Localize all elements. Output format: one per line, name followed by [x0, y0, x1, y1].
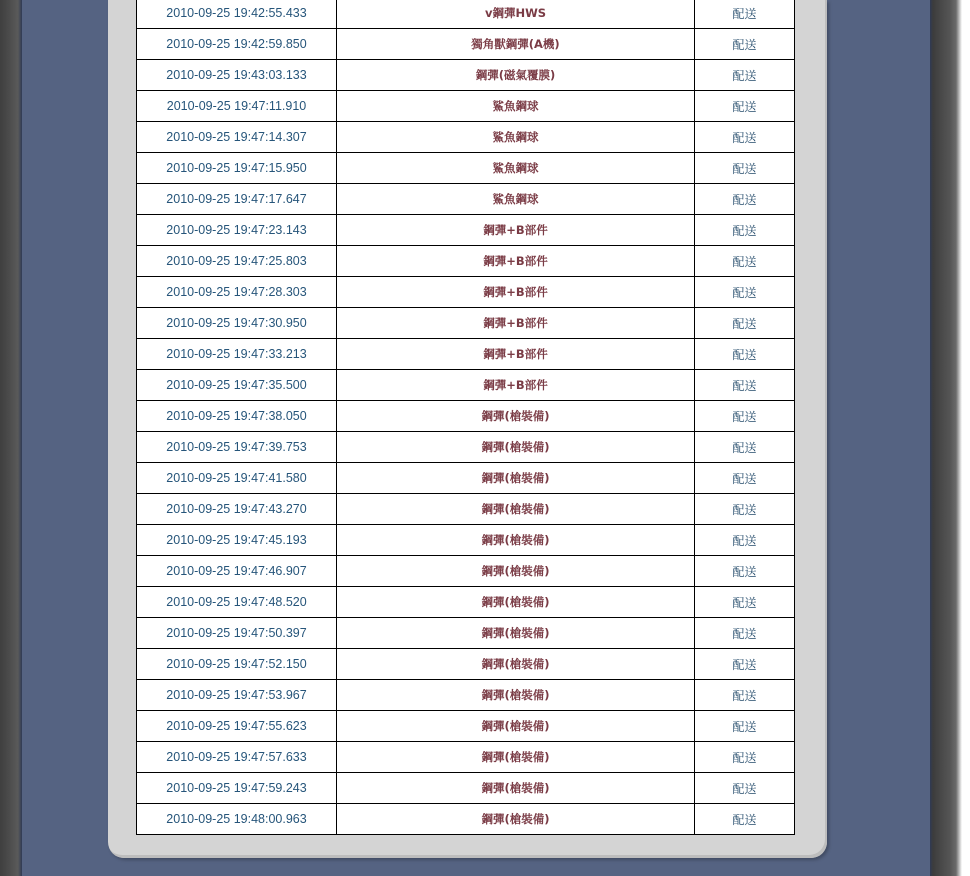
action-cell — [695, 525, 795, 556]
timestamp-cell: 2010-09-25 19:47:50.397 — [137, 618, 337, 649]
table-row — [137, 773, 795, 804]
action-cell — [695, 277, 795, 308]
table-row — [137, 711, 795, 742]
item-name-cell: 鋼彈+B部件 — [337, 277, 695, 308]
deliver-link[interactable]: 配送 — [732, 564, 757, 579]
table-row — [137, 742, 795, 773]
deliver-link[interactable]: 配送 — [732, 471, 757, 486]
timestamp-cell: 2010-09-25 19:47:41.580 — [137, 463, 337, 494]
item-name-cell: 鋼彈(槍裝備) — [337, 618, 695, 649]
deliver-link[interactable]: 配送 — [732, 719, 757, 734]
deliver-link[interactable]: 配送 — [732, 688, 757, 703]
deliver-link[interactable]: 配送 — [732, 316, 757, 331]
item-name-cell: 鋼彈+B部件 — [337, 246, 695, 277]
timestamp-cell: 2010-09-25 19:43:03.133 — [137, 60, 337, 91]
timestamp-cell: 2010-09-25 19:47:23.143 — [137, 215, 337, 246]
action-cell — [695, 184, 795, 215]
table-row — [137, 0, 795, 29]
item-name-cell: 鯊魚鋼球 — [337, 184, 695, 215]
timestamp-cell: 2010-09-25 19:47:15.950 — [137, 153, 337, 184]
deliver-link[interactable]: 配送 — [732, 502, 757, 517]
item-name-cell: 鋼彈(磁氣覆膜) — [337, 60, 695, 91]
item-name-cell: 鋼彈(槍裝備) — [337, 494, 695, 525]
left-frame — [0, 0, 22, 876]
timestamp-cell: 2010-09-25 19:47:30.950 — [137, 308, 337, 339]
action-cell — [695, 649, 795, 680]
action-cell — [695, 680, 795, 711]
item-name-cell: 鯊魚鋼球 — [337, 122, 695, 153]
table-row — [137, 680, 795, 711]
timestamp-cell: 2010-09-25 19:47:45.193 — [137, 525, 337, 556]
timestamp-cell: 2010-09-25 19:47:25.803 — [137, 246, 337, 277]
deliver-link[interactable]: 配送 — [732, 409, 757, 424]
item-name-cell: 鋼彈+B部件 — [337, 339, 695, 370]
action-cell — [695, 339, 795, 370]
item-name-cell: 鋼彈(槍裝備) — [337, 463, 695, 494]
timestamp-cell: 2010-09-25 19:47:17.647 — [137, 184, 337, 215]
action-cell — [695, 215, 795, 246]
item-name-cell: 鋼彈+B部件 — [337, 370, 695, 401]
item-name-cell: 鯊魚鋼球 — [337, 91, 695, 122]
deliver-link[interactable]: 配送 — [732, 595, 757, 610]
deliver-link[interactable]: 配送 — [732, 6, 757, 21]
action-cell — [695, 308, 795, 339]
action-cell — [695, 370, 795, 401]
deliver-link[interactable]: 配送 — [732, 812, 757, 827]
delivery-log-body — [137, 0, 795, 835]
timestamp-cell: 2010-09-25 19:47:59.243 — [137, 773, 337, 804]
timestamp-cell: 2010-09-25 19:47:39.753 — [137, 432, 337, 463]
action-cell — [695, 122, 795, 153]
action-cell — [695, 432, 795, 463]
timestamp-cell: 2010-09-25 19:47:43.270 — [137, 494, 337, 525]
table-row — [137, 122, 795, 153]
table-row — [137, 91, 795, 122]
timestamp-cell: 2010-09-25 19:47:28.303 — [137, 277, 337, 308]
table-row — [137, 463, 795, 494]
item-name-cell: 獨角獸鋼彈(A機) — [337, 29, 695, 60]
table-row — [137, 246, 795, 277]
action-cell — [695, 153, 795, 184]
deliver-link[interactable]: 配送 — [732, 130, 757, 145]
item-name-cell: 鋼彈(槍裝備) — [337, 773, 695, 804]
action-cell — [695, 711, 795, 742]
action-cell — [695, 742, 795, 773]
deliver-link[interactable]: 配送 — [732, 68, 757, 83]
right-frame — [930, 0, 970, 876]
deliver-link[interactable]: 配送 — [732, 285, 757, 300]
table-row — [137, 277, 795, 308]
timestamp-cell: 2010-09-25 19:47:38.050 — [137, 401, 337, 432]
item-name-cell: 鋼彈(槍裝備) — [337, 649, 695, 680]
deliver-link[interactable]: 配送 — [732, 781, 757, 796]
item-name-cell: 鋼彈(槍裝備) — [337, 680, 695, 711]
action-cell — [695, 587, 795, 618]
deliver-link[interactable]: 配送 — [732, 37, 757, 52]
table-row — [137, 401, 795, 432]
deliver-link[interactable]: 配送 — [732, 657, 757, 672]
item-name-cell: 鋼彈(槍裝備) — [337, 556, 695, 587]
deliver-link[interactable]: 配送 — [732, 626, 757, 641]
deliver-link[interactable]: 配送 — [732, 440, 757, 455]
item-name-cell: 鋼彈+B部件 — [337, 215, 695, 246]
timestamp-cell: 2010-09-25 19:47:35.500 — [137, 370, 337, 401]
table-row — [137, 215, 795, 246]
timestamp-cell: 2010-09-25 19:42:59.850 — [137, 29, 337, 60]
item-name-cell: 鋼彈(槍裝備) — [337, 432, 695, 463]
timestamp-cell: 2010-09-25 19:47:48.520 — [137, 587, 337, 618]
timestamp-cell: 2010-09-25 19:47:57.633 — [137, 742, 337, 773]
table-row — [137, 587, 795, 618]
deliver-link[interactable]: 配送 — [732, 347, 757, 362]
timestamp-cell: 2010-09-25 19:47:53.967 — [137, 680, 337, 711]
table-row — [137, 308, 795, 339]
deliver-link[interactable]: 配送 — [732, 533, 757, 548]
table-row — [137, 184, 795, 215]
action-cell — [695, 29, 795, 60]
action-cell — [695, 60, 795, 91]
action-cell — [695, 618, 795, 649]
timestamp-cell: 2010-09-25 19:42:55.433 — [137, 0, 337, 29]
table-row — [137, 370, 795, 401]
action-cell — [695, 556, 795, 587]
table-row — [137, 29, 795, 60]
item-name-cell: 鋼彈+B部件 — [337, 308, 695, 339]
action-cell — [695, 804, 795, 835]
timestamp-cell: 2010-09-25 19:47:33.213 — [137, 339, 337, 370]
table-row — [137, 339, 795, 370]
item-name-cell: v鋼彈HWS — [337, 0, 695, 29]
timestamp-cell: 2010-09-25 19:48:00.963 — [137, 804, 337, 835]
table-row — [137, 804, 795, 835]
table-row — [137, 649, 795, 680]
timestamp-cell: 2010-09-25 19:47:46.907 — [137, 556, 337, 587]
action-cell — [695, 91, 795, 122]
action-cell — [695, 773, 795, 804]
action-cell — [695, 463, 795, 494]
item-name-cell: 鋼彈(槍裝備) — [337, 401, 695, 432]
item-name-cell: 鯊魚鋼球 — [337, 153, 695, 184]
timestamp-cell: 2010-09-25 19:47:55.623 — [137, 711, 337, 742]
deliver-link[interactable]: 配送 — [732, 223, 757, 238]
table-row — [137, 60, 795, 91]
deliver-link[interactable]: 配送 — [732, 750, 757, 765]
table-row — [137, 618, 795, 649]
action-cell — [695, 0, 795, 29]
table-row — [137, 556, 795, 587]
item-name-cell: 鋼彈(槍裝備) — [337, 742, 695, 773]
delivery-log-table — [136, 0, 795, 835]
table-row — [137, 432, 795, 463]
deliver-link[interactable]: 配送 — [732, 161, 757, 176]
table-row — [137, 153, 795, 184]
action-cell — [695, 246, 795, 277]
timestamp-cell: 2010-09-25 19:47:52.150 — [137, 649, 337, 680]
timestamp-cell: 2010-09-25 19:47:11.910 — [137, 91, 337, 122]
deliver-link[interactable]: 配送 — [732, 378, 757, 393]
timestamp-cell: 2010-09-25 19:47:14.307 — [137, 122, 337, 153]
item-name-cell: 鋼彈(槍裝備) — [337, 711, 695, 742]
deliver-link[interactable]: 配送 — [732, 254, 757, 269]
item-name-cell: 鋼彈(槍裝備) — [337, 804, 695, 835]
action-cell — [695, 494, 795, 525]
deliver-link[interactable]: 配送 — [732, 192, 757, 207]
action-cell — [695, 401, 795, 432]
item-name-cell: 鋼彈(槍裝備) — [337, 525, 695, 556]
item-name-cell: 鋼彈(槍裝備) — [337, 587, 695, 618]
table-row — [137, 525, 795, 556]
table-row — [137, 494, 795, 525]
deliver-link[interactable]: 配送 — [732, 99, 757, 114]
